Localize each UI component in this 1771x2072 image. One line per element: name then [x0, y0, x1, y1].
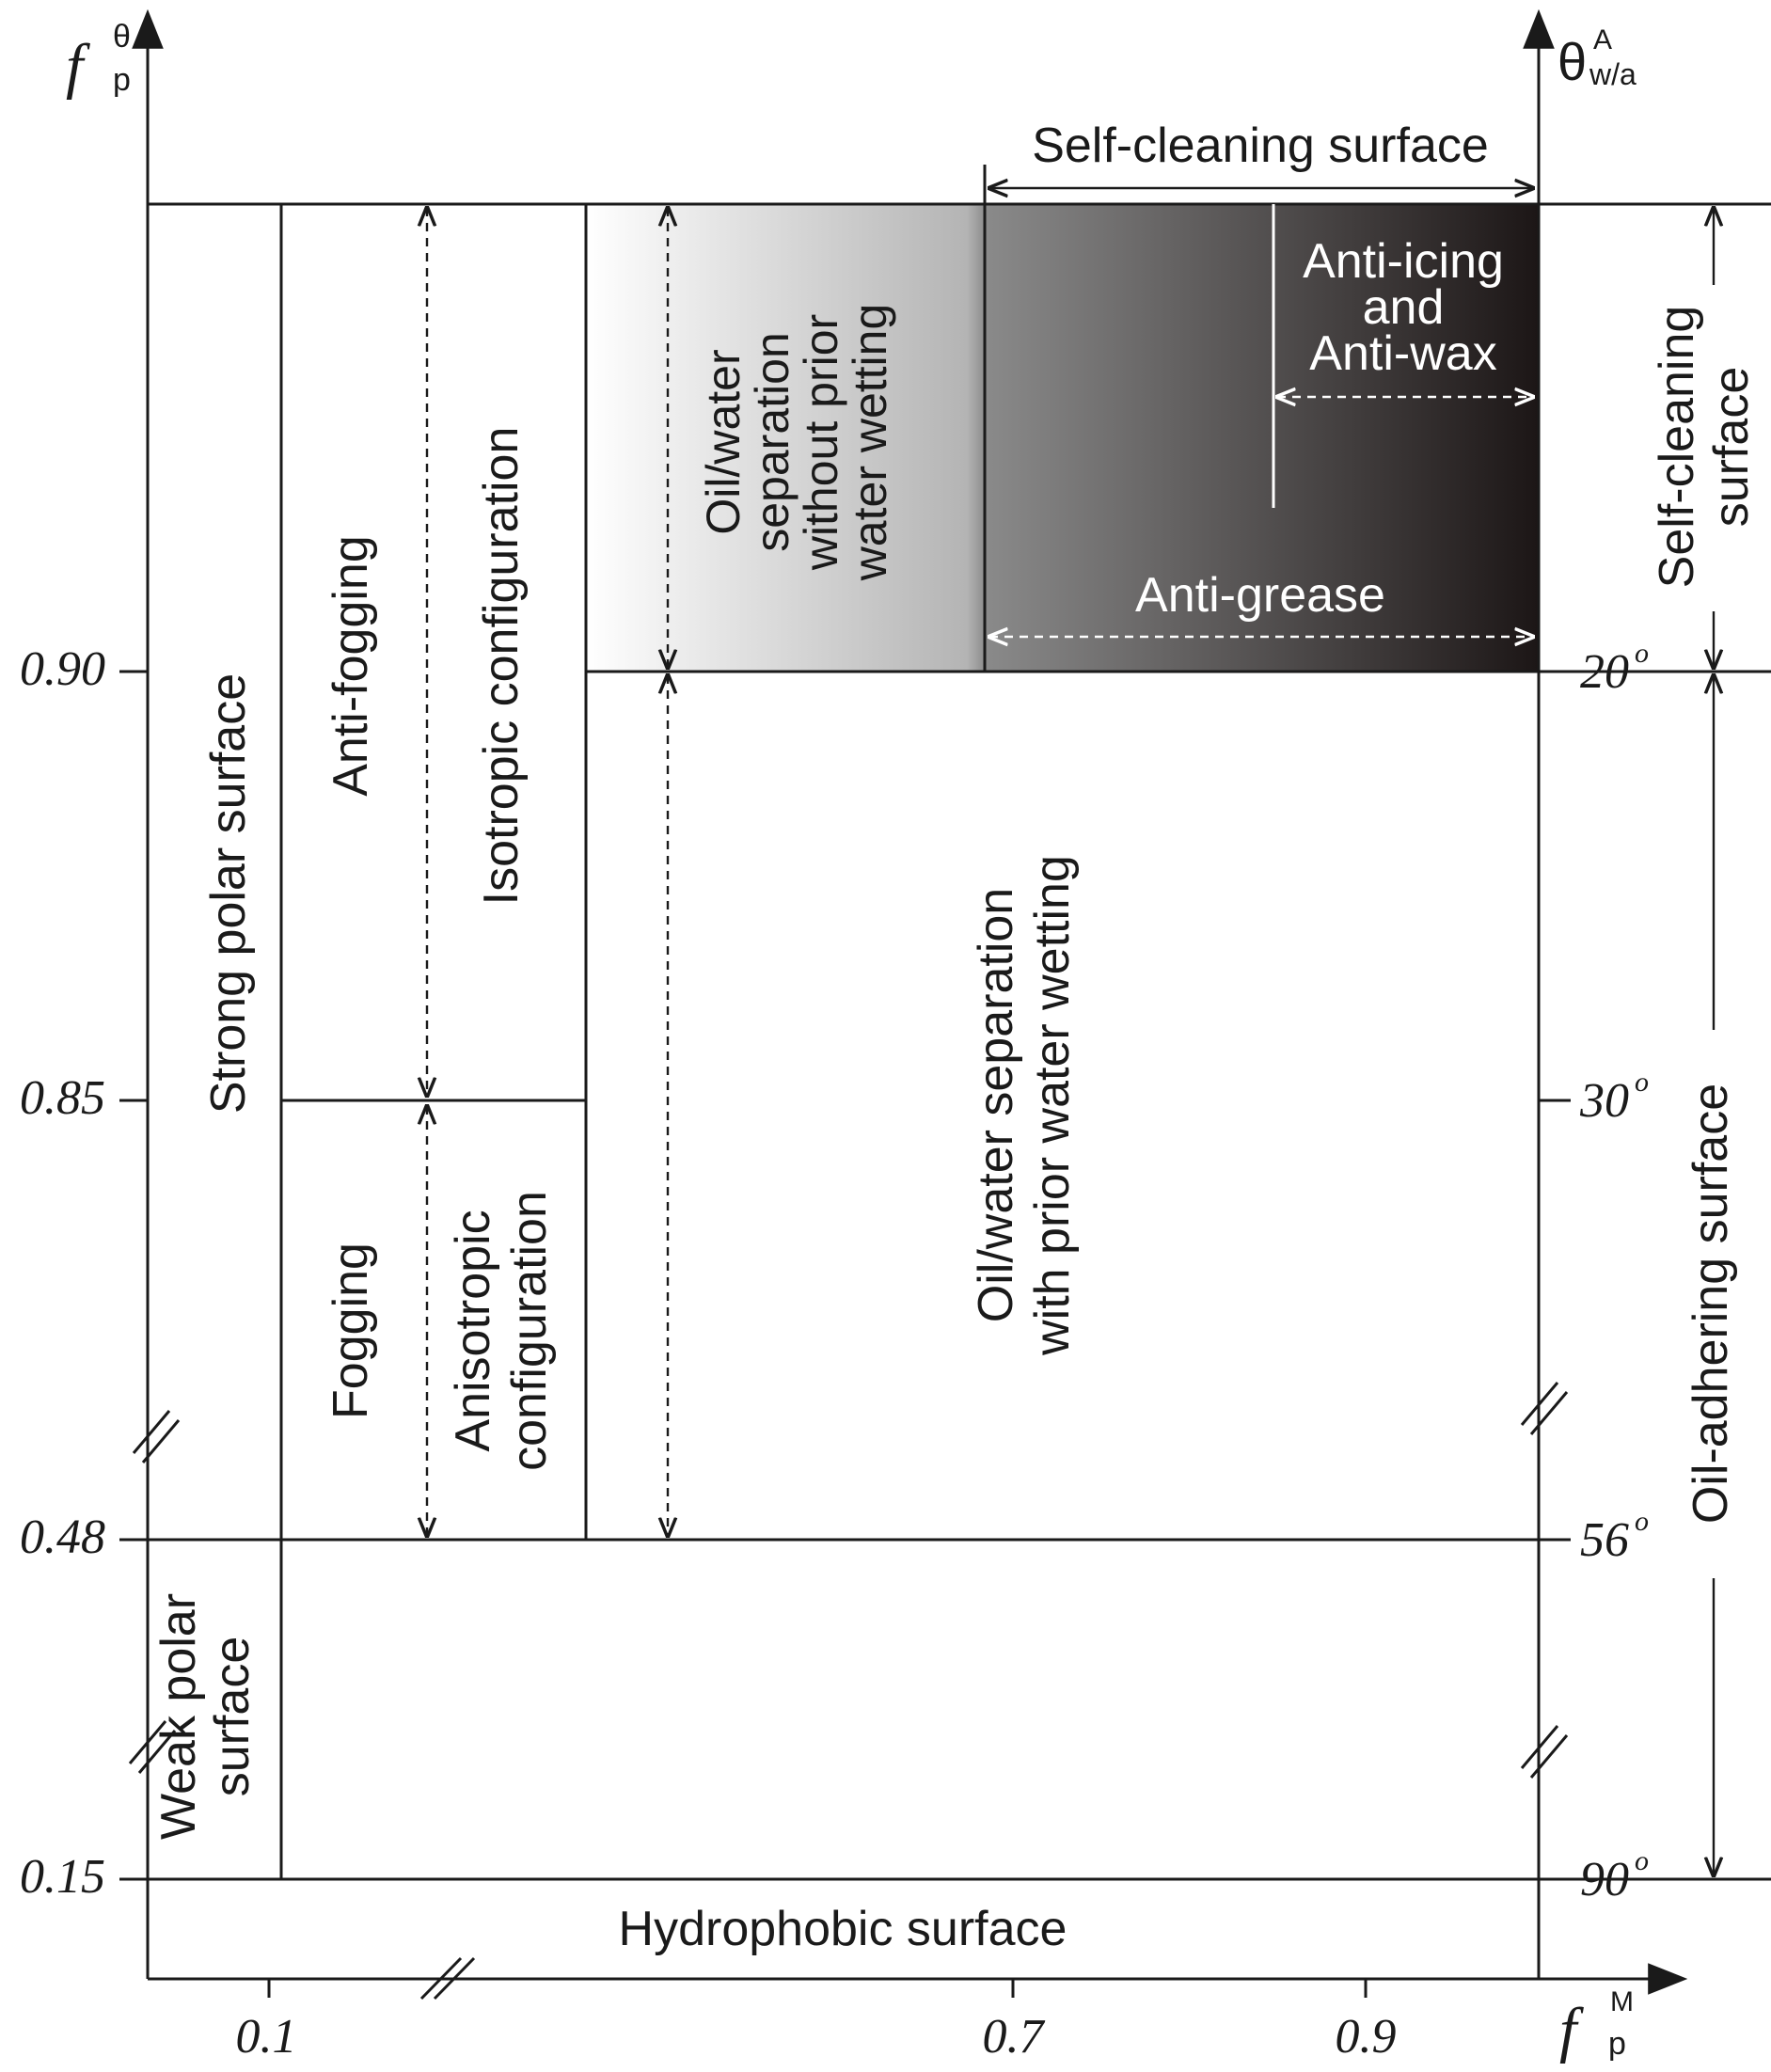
right-tick-label: [1580, 1845, 1649, 1906]
bottom-tick-label: 0.1: [235, 2010, 297, 2064]
ow-with-label-1: Oil/water separation: [969, 887, 1023, 1323]
bottom-tick-label: 0.7: [982, 2010, 1044, 2064]
svg-text:o: o: [1635, 1067, 1649, 1098]
anti-fogging-label: Anti-fogging: [324, 535, 378, 797]
bottom-axis-label: [1559, 1986, 1634, 2064]
svg-text:30: 30: [1580, 1074, 1629, 1128]
right-tick-label: [1579, 1067, 1649, 1128]
self-cleaning-top-label: Self-cleaning surface: [1032, 119, 1489, 173]
svg-text:θ: θ: [113, 19, 131, 55]
isotropic-label: Isotropic configuration: [474, 426, 529, 906]
anti-icing-label-3: Anti-wax: [1309, 326, 1497, 381]
ow-without-label-3: without prior: [795, 313, 847, 571]
self-cleaning-right-label-2: surface: [1704, 366, 1759, 528]
svg-text:p: p: [1608, 2026, 1626, 2062]
svg-text:56: 56: [1580, 1513, 1629, 1567]
svg-text:f: f: [1559, 1996, 1577, 2064]
left-tick-label: 0.90: [20, 642, 105, 696]
left-tick-label: 0.15: [20, 1850, 105, 1904]
weak-polar-label-2: surface: [205, 1636, 260, 1797]
anisotropic-label-2: configuration: [502, 1191, 557, 1471]
anti-icing-label-2: and: [1362, 280, 1445, 335]
svg-text:A: A: [1593, 24, 1613, 55]
ow-without-label-2: separation: [746, 332, 799, 552]
svg-text:90: 90: [1580, 1853, 1629, 1906]
ow-with-label-2: with prior water wetting: [1025, 855, 1080, 1355]
strong-polar-label: Strong polar surface: [201, 672, 256, 1115]
left-axis-label: [66, 19, 131, 101]
right-tick-label: [1580, 638, 1649, 699]
svg-text:p: p: [113, 62, 131, 98]
right-tick-label: [1580, 1506, 1649, 1567]
svg-text:M: M: [1610, 1986, 1634, 2017]
hydrophobic-label: Hydrophobic surface: [618, 1902, 1067, 1956]
bottom-tick-label: 0.9: [1335, 2010, 1397, 2064]
right-axis-label: [1558, 24, 1637, 91]
weak-polar-label-1: Weak polar: [151, 1592, 206, 1841]
ow-without-label-1: Oil/water: [697, 349, 750, 535]
svg-text:o: o: [1635, 1506, 1649, 1537]
svg-text:o: o: [1635, 638, 1649, 669]
svg-text:o: o: [1635, 1845, 1649, 1876]
left-tick-label: 0.48: [20, 1511, 105, 1564]
left-tick-label: 0.85: [20, 1071, 105, 1125]
svg-text:f: f: [66, 32, 84, 101]
svg-text:θ: θ: [1558, 32, 1588, 91]
anti-icing-label-1: Anti-icing: [1303, 234, 1504, 289]
self-cleaning-right-label-1: Self-cleaning: [1650, 305, 1704, 589]
anti-grease-label: Anti-grease: [1135, 568, 1385, 623]
svg-text:20: 20: [1580, 645, 1629, 699]
svg-text:w/a: w/a: [1589, 57, 1637, 91]
oil-adhering-label: Oil-adhering surface: [1684, 1083, 1738, 1525]
fogging-label: Fogging: [324, 1242, 378, 1419]
anisotropic-label-1: Anisotropic: [446, 1210, 500, 1452]
ow-without-label-4: water wetting: [844, 303, 896, 581]
